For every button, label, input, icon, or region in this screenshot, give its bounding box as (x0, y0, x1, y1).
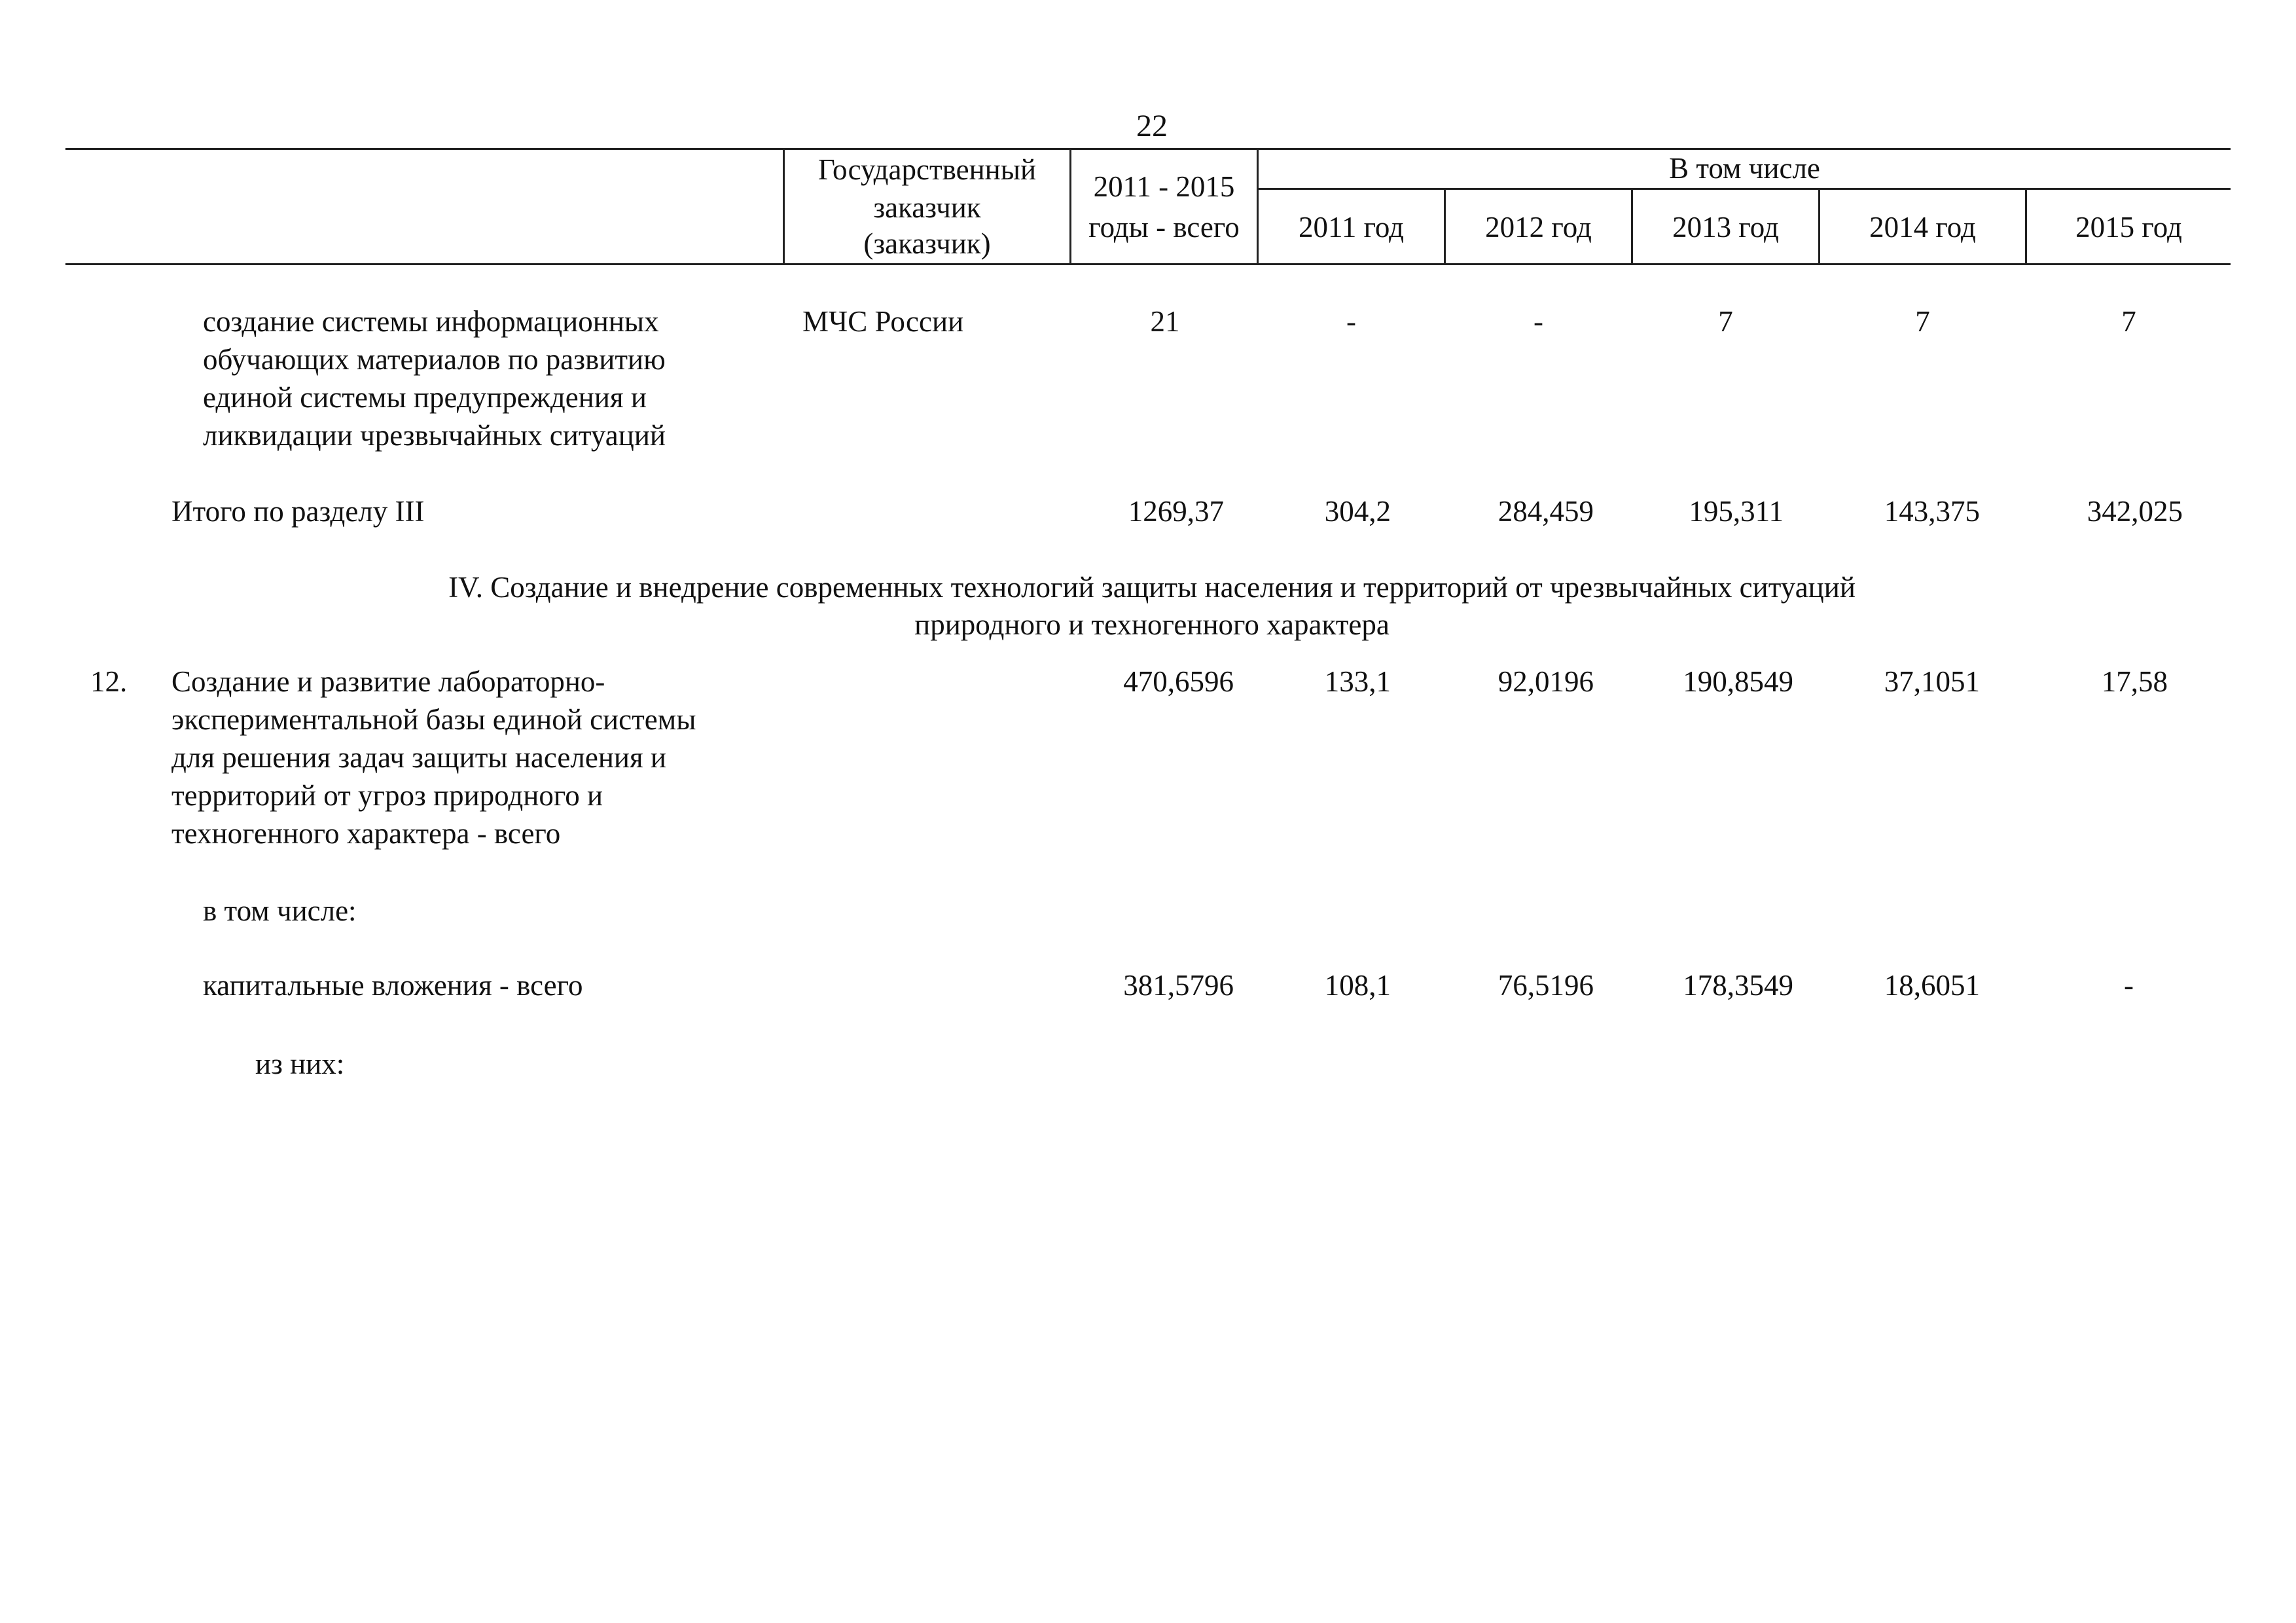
row-customer: МЧС России (802, 305, 964, 338)
cell-value: - (2124, 969, 2134, 1002)
header-customer-line: заказчик (873, 191, 981, 224)
row-label: из них: (255, 1048, 345, 1080)
row-label-line: экспериментальной базы единой системы (171, 703, 696, 736)
section-heading-line: IV. Создание и внедрение современных технологий защиты населения и территорий от чрезвычайных ситуаций (448, 571, 1856, 604)
cell-value: 17,58 (2101, 665, 2168, 698)
cell-value: 190,8549 (1683, 665, 1793, 698)
cell-value: 18,6051 (1884, 969, 1980, 1002)
header-year: 2011 год (1298, 211, 1404, 244)
row-label-line: создание системы информационных (203, 305, 659, 338)
cell-value: 178,3549 (1683, 969, 1793, 1002)
row-label: Итого по разделу III (171, 495, 425, 528)
cell-value: 92,0196 (1498, 665, 1594, 698)
cell-value: 21 (1150, 305, 1180, 338)
cell-value: 76,5196 (1498, 969, 1594, 1002)
cell-value: 1269,37 (1128, 495, 1224, 528)
header-year: 2013 год (1672, 211, 1779, 244)
header-year: 2015 год (2075, 211, 2182, 244)
cell-value: 7 (1915, 305, 1930, 338)
row-label-line: территорий от угроз природного и (171, 779, 603, 812)
row-label-line: ликвидации чрезвычайных ситуаций (203, 419, 666, 452)
page-number: 22 (1136, 109, 1168, 143)
cell-value: 470,6596 (1123, 665, 1234, 698)
row-label-line: техногенного характера - всего (171, 817, 561, 850)
header-sub-line (1257, 188, 2231, 190)
header-customer-line: (заказчик) (863, 227, 991, 260)
header-customer-line: Государственный (817, 153, 1037, 186)
row-label: в том числе: (203, 894, 357, 927)
row-label-line: Создание и развитие лабораторно- (171, 665, 605, 698)
cell-value: 133,1 (1324, 665, 1391, 698)
cell-value: 284,459 (1498, 495, 1594, 528)
cell-value: 7 (1718, 305, 1733, 338)
cell-value: 195,311 (1689, 495, 1784, 528)
cell-value: 304,2 (1324, 495, 1391, 528)
section-heading-line: природного и техногенного характера (914, 608, 1390, 641)
header-year: 2012 год (1485, 211, 1592, 244)
header-including: В том числе (1669, 152, 1820, 185)
row-label-line: единой системы предупреждения и (203, 381, 647, 414)
header-bottom-line (65, 263, 2231, 265)
cell-value: 342,025 (2087, 495, 2183, 528)
cell-value: 381,5796 (1123, 969, 1234, 1002)
cell-value: - (1534, 305, 1543, 338)
header-divider (1069, 148, 1071, 264)
header-total-line: 2011 - 2015 (1093, 170, 1235, 203)
row-number: 12. (90, 665, 128, 698)
cell-value: 143,375 (1884, 495, 1980, 528)
cell-value: 7 (2121, 305, 2136, 338)
header-total-line: годы - всего (1088, 211, 1240, 244)
cell-value: - (1346, 305, 1356, 338)
row-label-line: обучающих материалов по развитию (203, 343, 666, 376)
cell-value: 37,1051 (1884, 665, 1980, 698)
row-label: капитальные вложения - всего (203, 969, 583, 1002)
row-label-line: для решения задач защиты населения и (171, 741, 667, 774)
header-year: 2014 год (1869, 211, 1976, 244)
cell-value: 108,1 (1324, 969, 1391, 1002)
